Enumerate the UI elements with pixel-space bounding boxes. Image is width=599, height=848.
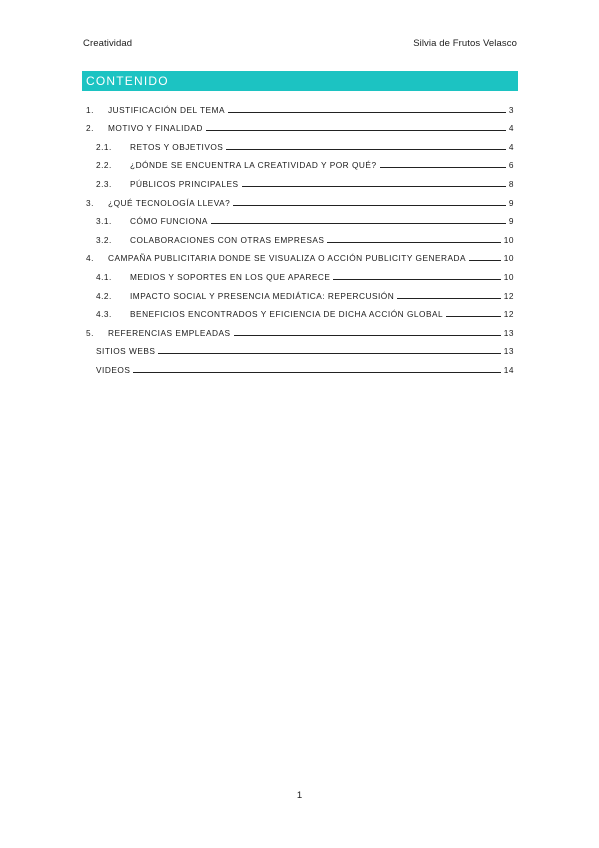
toc-entry-number: 2.3.: [96, 178, 112, 189]
toc-leader-line: [446, 315, 501, 317]
toc-entry-title: VIDEOS: [96, 364, 131, 375]
toc-entry-title: BENEFICIOS ENCONTRADOS Y EFICIENCIA DE DICHA ACCIÓN GLOBAL: [130, 309, 444, 320]
toc-entry-title: PÚBLICOS PRINCIPALES: [130, 178, 239, 189]
toc-entry-page: 12: [503, 290, 514, 301]
toc-entry-number: 2.: [86, 123, 94, 134]
toc-entry[interactable]: [84, 152, 514, 171]
toc-leader-line: [327, 241, 500, 243]
toc-entry-number: 4.3.: [96, 309, 112, 320]
toc-entry-page: 13: [503, 327, 514, 338]
toc-entry[interactable]: [84, 338, 514, 357]
toc-entry-title: MOTIVO Y FINALIDAD: [108, 123, 203, 134]
toc-leader-line: [206, 129, 506, 131]
toc-entry-page: 9: [508, 197, 514, 208]
toc-entry-number: 4.1.: [96, 271, 112, 282]
toc-entry-title: CÓMO FUNCIONA: [130, 216, 208, 227]
toc-leader-line: [158, 352, 500, 354]
toc-leader-line: [333, 278, 500, 280]
toc-entry-page: 12: [503, 309, 514, 320]
toc-leader-line: [242, 185, 506, 187]
page-number: 1: [296, 790, 303, 801]
toc-entry-number: 2.1.: [96, 141, 112, 152]
toc-entry[interactable]: [84, 96, 514, 115]
toc-entry[interactable]: [84, 115, 514, 134]
toc-entry[interactable]: [84, 226, 514, 245]
toc-entry-title: MEDIOS Y SOPORTES EN LOS QUE APARECE: [130, 271, 331, 282]
toc-entry-page: 4: [508, 123, 514, 134]
toc-entry-page: 6: [508, 160, 514, 171]
toc-entry[interactable]: [84, 208, 514, 227]
toc-leader-line: [211, 222, 506, 224]
toc-entry[interactable]: [84, 189, 514, 208]
toc-entry-number: 4.: [86, 253, 94, 264]
toc-entry-number: 5.: [86, 327, 94, 338]
toc-entry-page: 14: [503, 364, 514, 375]
contents-title: CONTENIDO: [86, 74, 169, 88]
toc-entry-page: 10: [503, 253, 514, 264]
toc-leader-line: [397, 297, 501, 299]
toc-leader-line: [228, 111, 506, 113]
toc-entry-number: 3.2.: [96, 234, 112, 245]
toc-entry-title: REFERENCIAS EMPLEADAS: [108, 327, 231, 338]
toc-entry-number: 3.1.: [96, 216, 112, 227]
toc-entry[interactable]: [84, 245, 514, 264]
header-left-text: Creatividad: [83, 38, 133, 49]
toc-entry-page: 13: [503, 346, 514, 357]
toc-leader-line: [133, 371, 500, 373]
toc-leader-line: [233, 204, 506, 206]
toc-entry[interactable]: [84, 356, 514, 375]
toc-entry-title: ¿DÓNDE SE ENCUENTRA LA CREATIVIDAD Y POR QUÉ?: [130, 160, 377, 171]
toc-entry-number: 3.: [86, 197, 94, 208]
toc-entry[interactable]: [84, 133, 514, 152]
toc-entry-page: 3: [508, 104, 514, 115]
toc-leader-line: [226, 148, 506, 150]
toc-entry[interactable]: [84, 282, 514, 301]
toc-entry[interactable]: [84, 319, 514, 338]
toc-entry-number: 1.: [86, 104, 94, 115]
toc-entry-title: CAMPAÑA PUBLICITARIA DONDE SE VISUALIZA O ACCIÓN PUBLICITY GENERADA: [108, 253, 467, 264]
toc-entry[interactable]: [84, 263, 514, 282]
toc-entry[interactable]: [84, 170, 514, 189]
toc-entry-number: 2.2.: [96, 160, 112, 171]
toc-entry[interactable]: [84, 301, 514, 320]
toc-leader-line: [234, 334, 501, 336]
toc-entry-page: 4: [508, 141, 514, 152]
toc-entry-title: SITIOS WEBS: [96, 346, 156, 357]
toc-entry-page: 10: [503, 271, 514, 282]
toc-entry-title: ¿QUÉ TECNOLOGÍA LLEVA?: [108, 197, 231, 208]
toc-leader-line: [469, 259, 501, 261]
toc-entry-page: 8: [508, 178, 514, 189]
toc-leader-line: [380, 166, 506, 168]
table-of-contents: [84, 96, 514, 375]
toc-entry-title: COLABORACIONES CON OTRAS EMPRESAS: [130, 234, 325, 245]
toc-entry-title: RETOS Y OBJETIVOS: [130, 141, 224, 152]
contents-banner: [82, 71, 518, 91]
toc-entry-title: IMPACTO SOCIAL Y PRESENCIA MEDIÁTICA: REPERCUSIÓN: [130, 290, 395, 301]
toc-entry-page: 9: [508, 216, 514, 227]
toc-entry-page: 10: [503, 234, 514, 245]
toc-entry-number: 4.2.: [96, 290, 112, 301]
header-right-text: Silvia de Frutos Velasco: [413, 38, 517, 49]
toc-entry-title: JUSTIFICACIÓN DEL TEMA: [108, 104, 226, 115]
